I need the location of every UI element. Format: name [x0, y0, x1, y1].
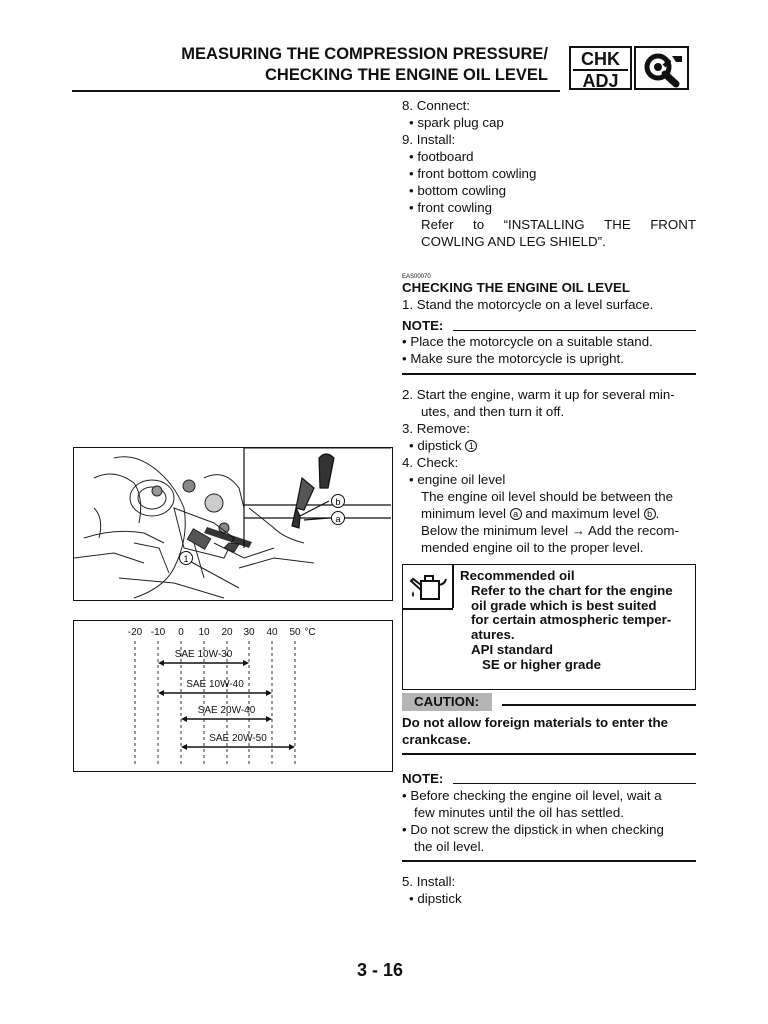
caution-label: CAUTION: — [402, 693, 492, 711]
title-line-2: CHECKING THE ENGINE OIL LEVEL — [265, 66, 548, 84]
refer-word: THE — [604, 217, 631, 232]
right-column — [402, 96, 696, 916]
title-line-1: MEASURING THE COMPRESSION PRESSURE/ — [181, 45, 548, 63]
reco-line: for certain atmospheric temper- — [471, 612, 672, 628]
range-arrow-left — [181, 716, 187, 722]
badge-adj-text: ADJ — [582, 70, 619, 91]
caution-line: crankcase. — [402, 732, 471, 747]
range-arrow-left — [158, 660, 164, 666]
reco-api: API standard — [471, 641, 554, 657]
note-label: NOTE: — [402, 318, 444, 333]
list-item: • bottom cowling — [409, 183, 507, 198]
reco-grade: SE or higher grade — [482, 656, 601, 672]
section-heading: CHECKING THE ENGINE OIL LEVEL — [402, 280, 631, 295]
range-arrow-right — [243, 660, 249, 666]
series-label: SAE 10W-30 — [174, 649, 233, 660]
tick-label: 40 — [266, 627, 278, 638]
step-3: 3. Remove: — [402, 421, 470, 436]
note-label: NOTE: — [402, 771, 444, 786]
tick-label: 20 — [221, 627, 233, 638]
badge-chk-text: CHK — [581, 49, 620, 69]
step-8: 8. Connect: — [402, 98, 471, 113]
refer-line-2: COWLING AND LEG SHIELD”. — [421, 234, 606, 249]
series-label: SAE 20W-40 — [197, 705, 256, 716]
list-item: • Place the motorcycle on a suitable stand. — [402, 334, 653, 349]
range-arrow-right — [289, 744, 295, 750]
step-2-line-2: utes, and then turn it off. — [421, 404, 565, 419]
step-2-line-1: 2. Start the engine, warm it up for several min- — [402, 387, 675, 402]
dipstick-illustration — [73, 447, 393, 601]
tick-label: 10 — [198, 627, 210, 638]
list-item: • dipstick — [409, 891, 462, 906]
tick-label: 30 — [243, 627, 255, 638]
paragraph-line: The engine oil level should be between the — [421, 489, 674, 504]
refer-word: to — [473, 217, 485, 232]
list-item: • front cowling — [409, 200, 492, 215]
reco-title: Recommended oil — [460, 568, 575, 583]
page-number: 3 - 16 — [357, 960, 404, 980]
unit-label: °C — [304, 627, 316, 638]
range-arrow-right — [266, 716, 272, 722]
reco-line: atures. — [471, 627, 515, 643]
section-code: EAS00070 — [402, 274, 431, 280]
refer-word: FRONT — [650, 217, 696, 232]
dipstick-label: • dipstick — [409, 438, 462, 453]
figure-callout-a: a — [335, 514, 341, 524]
oil-viscosity-chart — [73, 620, 393, 772]
text-max: and maximum level — [525, 506, 640, 521]
note-end-rule — [402, 373, 696, 375]
note-heading — [402, 770, 696, 787]
chart-svg — [74, 621, 391, 770]
list-item: • Make sure the motorcycle is upright. — [402, 351, 624, 366]
callout-ref: a — [510, 508, 522, 520]
list-item: • engine oil level — [409, 472, 506, 487]
list-item-cont: the oil level. — [414, 839, 485, 854]
caution-end-rule — [402, 753, 696, 755]
paragraph-line: mended engine oil to the proper level. — [421, 540, 644, 555]
list-item: • Before checking the engine oil level, wait a — [402, 788, 662, 803]
figure-callout-b: b — [335, 497, 341, 507]
list-item: • front bottom cowling — [409, 166, 537, 181]
list-item — [409, 437, 477, 454]
header-rule — [72, 90, 560, 92]
list-item: • footboard — [409, 149, 474, 164]
recommended-oil-box — [402, 564, 696, 690]
figure-callout-1: 1 — [183, 554, 189, 564]
refer-word: “INSTALLING — [503, 217, 585, 232]
list-item: • Do not screw the dipstick in when checking — [402, 822, 664, 837]
callout-ref: b — [644, 508, 656, 520]
paragraph-line: minimum level a and maximum level b . — [421, 506, 660, 521]
oil-can-icon — [407, 569, 449, 605]
tick-label: 50 — [289, 627, 301, 638]
step-9: 9. Install: — [402, 132, 456, 147]
recommended-oil-text — [460, 569, 673, 673]
chk-adj-badge — [569, 46, 632, 90]
range-arrow-left — [181, 744, 187, 750]
step-1: 1. Stand the motorcycle on a level surface. — [402, 297, 654, 312]
paragraph-line: Below the minimum level → Add the recom- — [421, 523, 679, 538]
tick-label: -10 — [150, 627, 166, 638]
series-label: SAE 10W-40 — [186, 679, 244, 690]
note-heading — [402, 317, 696, 334]
page-title — [68, 44, 548, 86]
reco-line: oil grade which is best suited — [471, 597, 657, 613]
note-end-rule — [402, 860, 696, 862]
tick-label: -20 — [127, 627, 143, 638]
range-arrow-left — [158, 690, 164, 696]
series-label: SAE 20W-50 — [209, 733, 267, 744]
step-4: 4. Check: — [402, 455, 459, 470]
range-arrow-right — [266, 690, 272, 696]
illustration-svg — [74, 448, 391, 599]
step-5: 5. Install: — [402, 874, 456, 889]
refer-line-1 — [421, 216, 696, 233]
reco-line: Refer to the chart for the engine — [471, 582, 673, 598]
list-item-cont: few minutes until the oil has settled. — [414, 805, 624, 820]
text-min: minimum level — [421, 506, 506, 521]
tick-label: 0 — [178, 627, 184, 638]
callout-ref: 1 — [465, 440, 477, 452]
caution-line: Do not allow foreign materials to enter the — [402, 715, 668, 730]
list-item: • spark plug cap — [409, 115, 504, 130]
refer-word: Refer — [421, 217, 454, 232]
wrench-magnifier-icon — [634, 46, 689, 90]
